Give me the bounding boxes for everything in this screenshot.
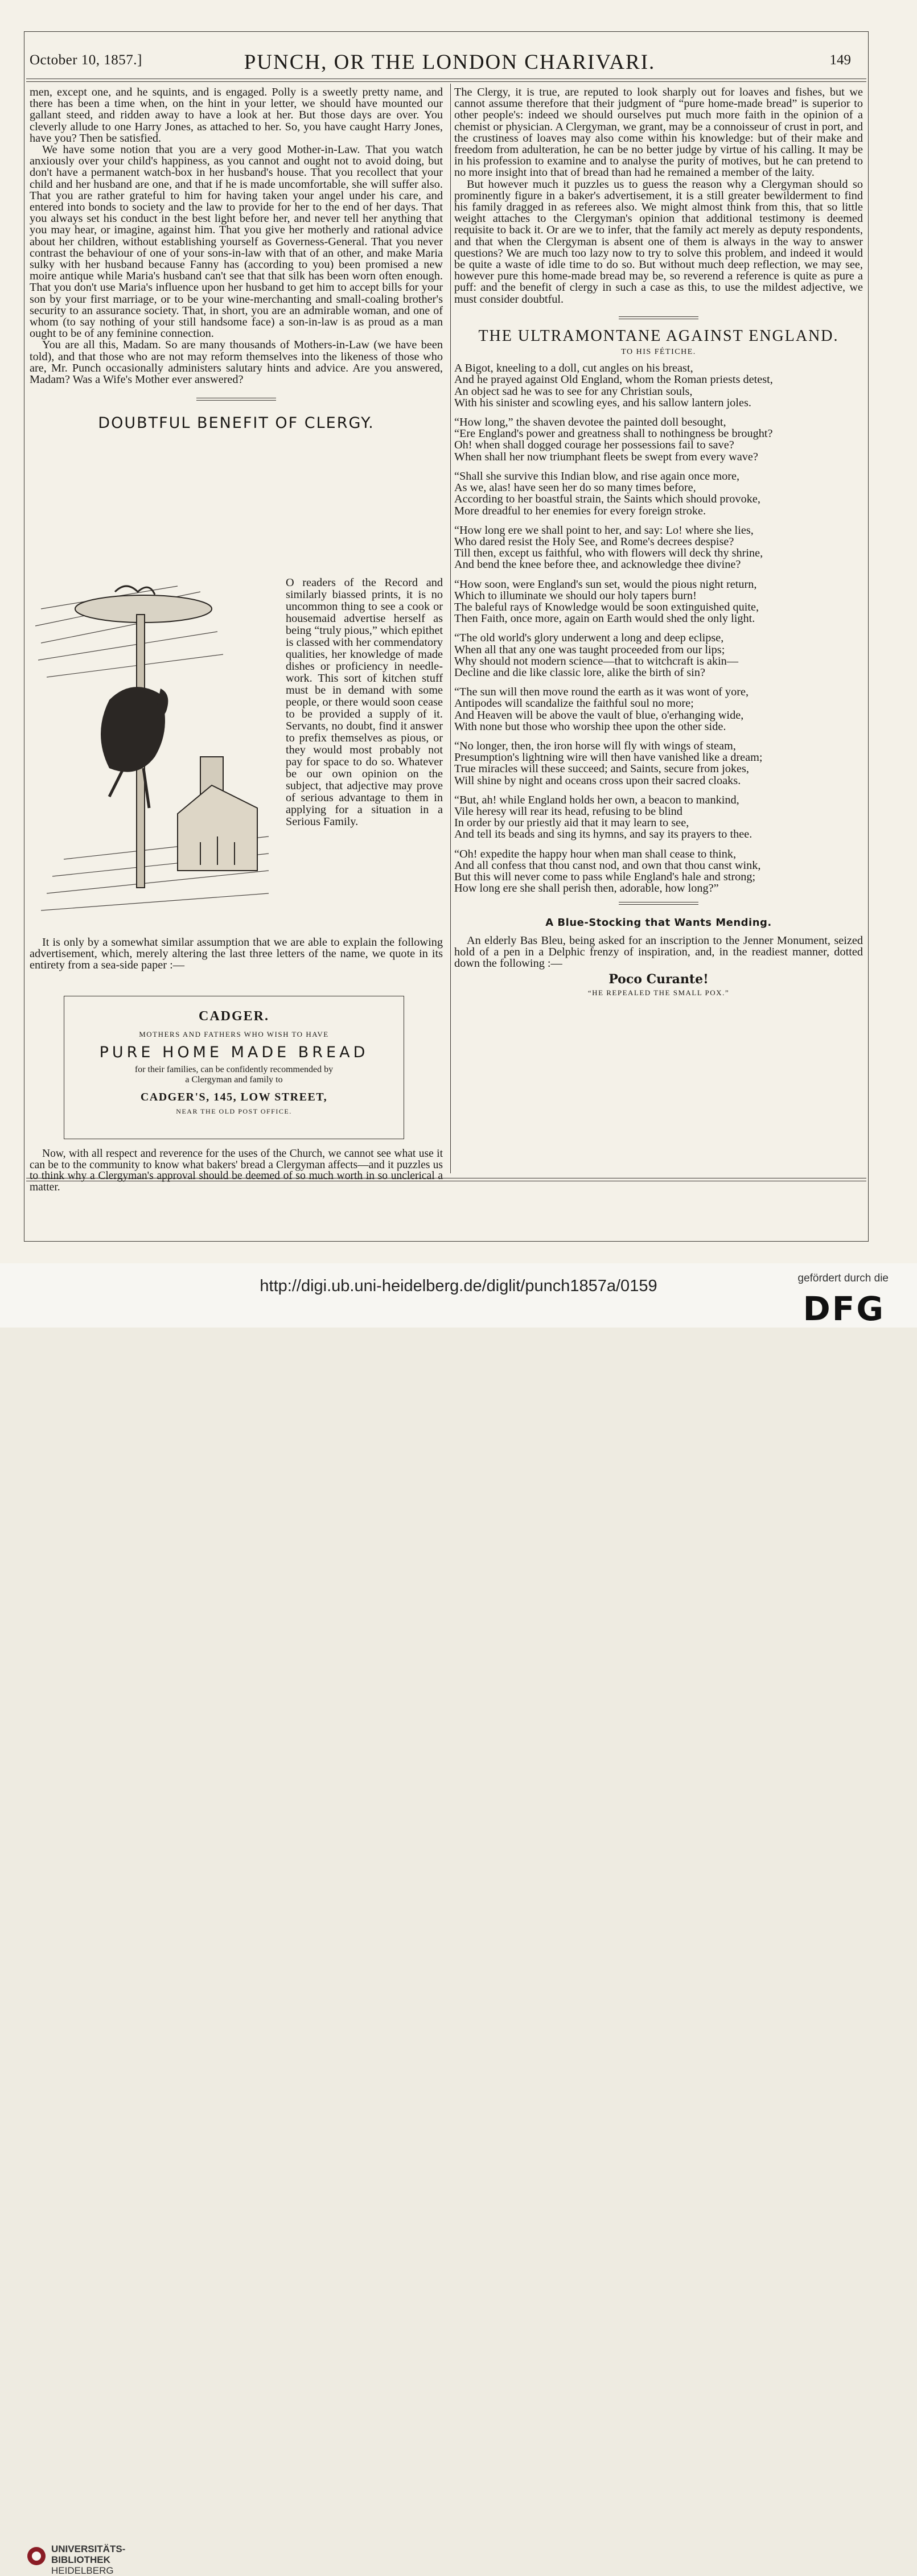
cadger-advertisement bbox=[64, 996, 404, 1139]
ad-headline: PURE HOME MADE BREAD bbox=[99, 1044, 369, 1061]
source-url[interactable]: http://digi.ub.uni-heidelberg.de/diglit/punch1857a/0159 bbox=[260, 1277, 657, 1295]
poem-line: Till then, except us faithful, who with flowers will deck thy shrine, bbox=[454, 547, 763, 560]
library-line: HEIDELBERG bbox=[51, 2565, 114, 2576]
stanza bbox=[454, 362, 863, 409]
library-line: UNIVERSITÄTS- bbox=[51, 2544, 126, 2554]
poem-line: When shall her now triumphant fleets be swept from every wave? bbox=[454, 450, 758, 463]
poem-line: Decline and die like classic lore, alike the birth of sin? bbox=[454, 666, 705, 679]
poem-line: Oh! when shall dogged courage her possessions fail to save? bbox=[454, 439, 734, 452]
poem-line: More dreadful to her enemies for every foreign stroke. bbox=[454, 504, 706, 517]
poem-line: Which to illuminate we should our holy tapers burn! bbox=[454, 589, 697, 602]
stanza bbox=[454, 525, 863, 571]
poem-line: Why should not modern science—that to witchcraft is akin— bbox=[454, 654, 739, 667]
poem-title: THE ULTRAMONTANE AGAINST ENGLAND. bbox=[478, 327, 839, 345]
header-rule-2 bbox=[26, 81, 866, 82]
poem-line: As we, alas! have seen her do so many times before, bbox=[454, 481, 696, 494]
library-name bbox=[51, 2544, 125, 2576]
poem-line: “Oh! expedite the happy hour when man shall cease to think, bbox=[454, 847, 737, 860]
column-separator bbox=[450, 84, 451, 1173]
ad-address: CADGER'S, 145, LOW STREET, bbox=[140, 1091, 328, 1103]
poem-line: “How long ere we shall point to her, and say: Lo! where she lies, bbox=[454, 524, 754, 537]
issue-date: October 10, 1857.] bbox=[30, 52, 142, 68]
clergy-body bbox=[286, 577, 443, 828]
poem-line: When all that any one was taught proceeded from our lips; bbox=[454, 643, 725, 656]
poem-line: An object sad he was to see for any Christian souls, bbox=[454, 385, 693, 398]
poem-line: “The old world's glory underwent a long and deep eclipse, bbox=[454, 632, 724, 645]
cartoon-illustration bbox=[30, 575, 274, 928]
poem-line: But this will never come to pass while England's hale and strong; bbox=[454, 870, 756, 883]
poem-line: Antipodes will scandalize the faithful soul no more; bbox=[454, 697, 694, 710]
stanza bbox=[454, 579, 863, 625]
article-paragraph: men, except one, and he squints, and is engaged. Polly is a sweetly pretty name, and there has been a time when, on the hint in your letter, we should have mounted our gallant steed, and ridden away to have a look at her. But those days are over. You cleverly allude to one Harry Jones, as attached to her. So, you have caught Harry Jones, have you? Then be satisfied. bbox=[30, 86, 443, 145]
ad-near: NEAR THE OLD POST OFFICE. bbox=[176, 1107, 292, 1115]
stanza bbox=[454, 471, 863, 517]
poem-line: Vile heresy will rear its head, refusing to be blind bbox=[454, 805, 682, 818]
poem-line: True miracles will these succeed; and Saints, secure from jokes, bbox=[454, 763, 749, 776]
blue-stocking-paragraph: An elderly Bas Bleu, being asked for an inscription to the Jenner Monument, seized hold of a pen in a Delphic frenzy of inspiration, and, in the readiest manner, dotted down the following :— bbox=[454, 934, 863, 970]
clergy-paragraph-2: It is only by a somewhat similar assumption that we are able to explain the following advertisement, which, merely altering the last three letters of the name, we quote in its entirety from a sea-side paper :— bbox=[30, 936, 443, 972]
poem-line: And tell its beads and sing its hymns, and say its prayers to thee. bbox=[454, 828, 752, 841]
poem-subtitle: TO HIS FÉTICHE. bbox=[621, 348, 696, 357]
newspaper-page bbox=[0, 0, 917, 1263]
poem-line: And Heaven will be above the vault of blue, o'erhanging wide, bbox=[454, 708, 744, 722]
page-number: 149 bbox=[829, 52, 851, 68]
stanza bbox=[454, 740, 863, 786]
stanza bbox=[454, 686, 863, 732]
stanza bbox=[454, 417, 863, 463]
poem-line: How long ere she shall perish then, adorable, how long?” bbox=[454, 882, 719, 895]
poem-line: “How soon, were England's sun set, would the pious night return, bbox=[454, 578, 757, 591]
masthead-title: PUNCH, OR THE LONDON CHARIVARI. bbox=[244, 51, 656, 74]
ad-line3: a Clergyman and family to bbox=[185, 1075, 283, 1085]
article-paragraph: You are all this, Madam. So are many thousands of Mothers-in-Law (we have been told), and that those who are not may reform themselves into the likeness of those who are, Mr. Punch occasionally administers salutary hints and advice. Are you answered, Madam? Was a Wife's Mother ever answered? bbox=[30, 339, 443, 386]
poem-line: “No longer, then, the iron horse will fly with wings of steam, bbox=[454, 739, 736, 752]
poem-line: A Bigot, kneeling to a doll, cut angles on his breast, bbox=[454, 362, 693, 375]
poem-line: Will shine by night and oceans cross upon their sacred cloaks. bbox=[454, 774, 741, 787]
section-divider bbox=[454, 316, 863, 319]
stanza bbox=[454, 848, 863, 895]
poem-line: “How long,” the shaven devotee the painted doll besought, bbox=[454, 416, 726, 429]
article-paragraph: The Clergy, it is true, are reputed to look sharply out for loaves and fishes, but we cannot assume therefore that their judgment of “pure home-made bread” is superior to other people's: indeed we should ourselves put much more faith in the opinion of a chemist or physician. A Clergyman, we grant, may be a connoisseur of crust in port, and the crustiness of loaves may also come within his knowledge: but of their make and freedom from adulteration, he can be no better judge by virtue of his calling. It may be in his profession to examine and to analyse the purity of motives, but he can pretend to no more insight into that of bread than had he remained a member of the laity. bbox=[454, 86, 863, 179]
clergy-heading: DOUBTFUL BENEFIT OF CLERGY. bbox=[98, 414, 375, 432]
left-column bbox=[30, 86, 443, 440]
poem-line: The baleful rays of Knowledge would be soon extinguished quite, bbox=[454, 600, 759, 613]
poem-line: According to her boastful strain, the Saints which should provoke, bbox=[454, 493, 760, 506]
poem-line: “Ere England's power and greatness shall to nothingness be brought? bbox=[454, 427, 773, 440]
section-divider bbox=[454, 902, 863, 905]
poem-line: “But, ah! while England holds her own, a beacon to mankind, bbox=[454, 793, 739, 806]
clergy-paragraph: O readers of the Record and similarly biassed prints, it is no uncommon thing to see a cook or housemaid advertise herself as being “truly pious,” which epithet is classed with her commendatory qualities, her knowledge of made dishes or proficiency in needle-work. This sort of kitchen stuff must be in demand with some people, or there would soon cease to be provided a supply of it. Servants, no doubt, find it answer to prefix themselves as pious, or they would most probably not pay for space to do so. Whatever be our own opinion on the subject, that adjective may prove of serious advantage to them in applying for a situation in a Serious Family. bbox=[286, 576, 443, 828]
poem-line: “The sun will then move round the earth as it was wont of yore, bbox=[454, 686, 749, 699]
blue-stocking-heading: A Blue-Stocking that Wants Mending. bbox=[545, 917, 772, 929]
funding-note: gefördert durch die bbox=[797, 1272, 889, 1284]
section-divider bbox=[30, 398, 443, 401]
poem-line: Presumption's lightning wire will then have vanished like a dream; bbox=[454, 751, 763, 764]
poem-line: And all confess that thou canst nod, and own that thou canst wink, bbox=[454, 859, 761, 872]
poem bbox=[454, 362, 863, 894]
poem-line: And bend the knee before thee, and acknowledge thee divine? bbox=[454, 558, 741, 571]
article-paragraph: But however much it puzzles us to guess the reason why a Clergyman should so prominently figure in a baker's advertisement, it is a still greater bewilderment to find his family dragged in as referees also. We might almost think from this, that so little weight attaches to the Clergyman's opinion that additional testimony is deemed requisite to back it. Or are we to infer, that the family act merely as deputy respondents, and that when the Clergyman is absent one of them is always in the way to answer questions? We are much too lazy now to try to solve this problem, and indeed it would be quite a waste of idle time to do so. But without much deep reflection, we may see, however pure this home-made bread may be, so reverend a reference is quite as pure a puff: and the benefit of clergy in such a case as this, to use the mildest adjective, we must consider doubtful. bbox=[454, 178, 863, 306]
closing-text bbox=[30, 1148, 443, 1193]
ad-name: CADGER. bbox=[198, 1009, 269, 1024]
poem-line: And he prayed against Old England, whom the Roman priests detest, bbox=[454, 373, 773, 386]
ad-line2: for their families, can be confidently recommended by bbox=[134, 1065, 334, 1074]
closing-paragraph: Now, with all respect and reverence for the uses of the Church, we cannot see what use it can be to the community to know what bakers' bread a Clergyman affects—and it puzzles us to think why a Clergyman's approval should be deemed of so much worth in so unclerical a matter. bbox=[30, 1148, 443, 1193]
stanza bbox=[454, 794, 863, 840]
poem-line: In order by our priestly aid that it may learn to see, bbox=[454, 817, 689, 830]
ad-line1: MOTHERS AND FATHERS WHO WISH TO HAVE bbox=[139, 1030, 329, 1038]
university-seal-icon bbox=[26, 2545, 47, 2567]
clergy-body-continued bbox=[30, 937, 443, 971]
article-paragraph: We have some notion that you are a very good Mother-in-Law. That you watch anxiously over your child's happiness, as you cannot and ought not to avoid doing, but don't have a permanent watch-box in her husband's house. That you recollect that your child and her husband are one, and that if he is made uncomfortable, she will suffer also. That you are rather grateful to him for having taken your angel under his care, and entered into bonds to society and the law to provide for her to the end of her days. That you always set his conduct in the best light before her, and never tell her anything that you may hear, or imagine, against him. That you give her motherly and rational advice about her children, without establishing yourself as Governess-General. That you never contrast the behaviour of one of your sons-in-law with that of an other, and make Maria sulky with her husband because Fanny has (according to you) been promised a new moire antique while Maria's husband can't see that that silk has been worn often enough. That you don't use Maria's influence upon her husband to get him to accept bills for your son by your first marriage, or to be your wine-merchanting and small-coaling brother's security to an assurance society. That, in short, you are an admirable woman, and one of whom (to say nothing of your still handsome face) a son-in-law is as proud as a man ought to be of any feminine connection. bbox=[30, 143, 443, 340]
library-line: BIBLIOTHEK bbox=[51, 2554, 110, 2565]
poem-line: “Shall she survive this Indian blow, and rise again once more, bbox=[454, 469, 740, 483]
dfg-logo: DFG bbox=[803, 1289, 885, 1328]
stanza bbox=[454, 632, 863, 678]
poem-line: Who dared resist the Holy See, and Rome's decrees despise? bbox=[454, 535, 734, 548]
right-column bbox=[454, 86, 863, 999]
poem-line: With none but those who worship thee upon the other side. bbox=[454, 720, 726, 733]
poem-line: Then Faith, once more, again on Earth would shed the only light. bbox=[454, 612, 755, 625]
blue-stocking-caption: “HE REPEALED THE SMALL POX.” bbox=[587, 988, 730, 998]
poem-line: With his sinister and scowling eyes, and his sallow lantern joles. bbox=[454, 396, 751, 409]
blue-stocking-motto: Poco Curante! bbox=[608, 972, 709, 987]
